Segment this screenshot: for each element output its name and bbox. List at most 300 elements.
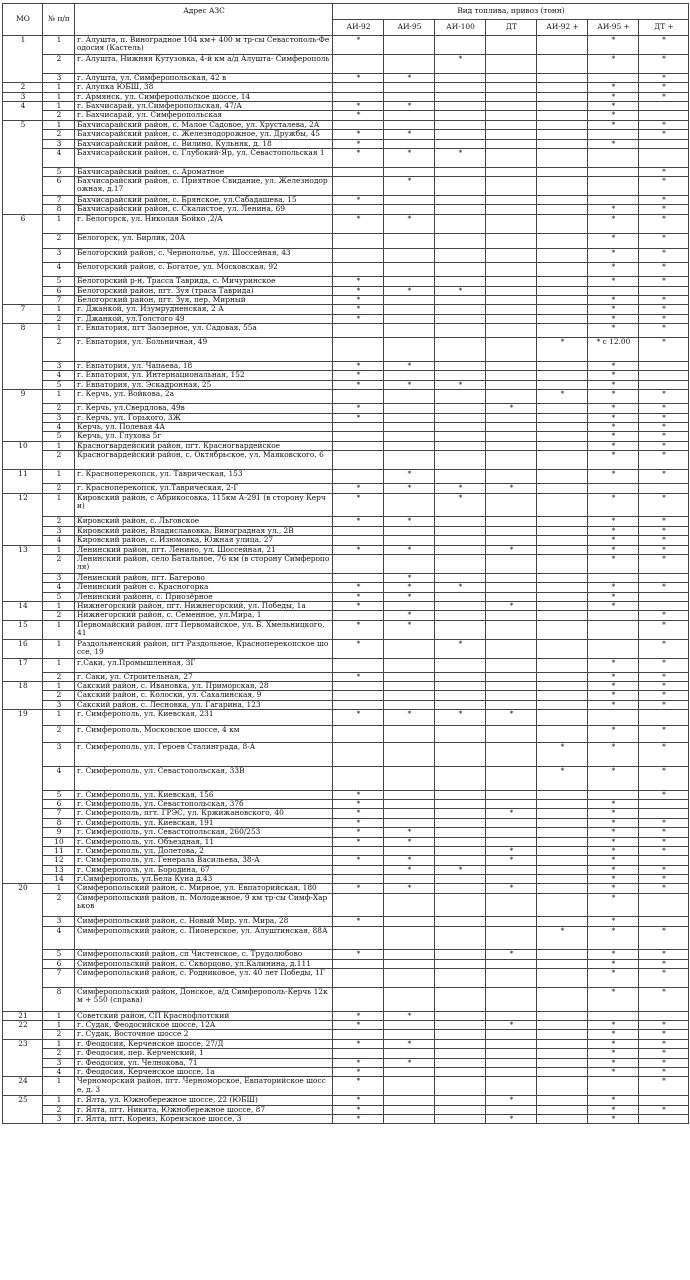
fuel-mark-1 [384, 726, 435, 743]
fuel-mark-6: * [639, 611, 689, 620]
fuel-mark-6: * [639, 884, 689, 893]
fuel-mark-0: * [333, 583, 384, 592]
fuel-mark-1 [384, 120, 435, 129]
fuel-mark-1 [384, 324, 435, 338]
fuel-mark-1 [384, 196, 435, 205]
fuel-mark-5 [588, 286, 639, 295]
fuel-mark-6: * [639, 691, 689, 700]
fuel-mark-3: * [486, 846, 537, 855]
station-address: г. Евпатория, ул. Больничная, 49 [75, 338, 333, 362]
fuel-mark-2 [435, 573, 486, 582]
fuel-mark-6: * [639, 432, 689, 441]
fuel-mark-2 [435, 390, 486, 404]
station-address: Белогорский район, с. Богатое, ул. Московская, 92 [75, 263, 333, 277]
fuel-mark-0 [333, 700, 384, 709]
station-address: Бахчисарайский район, с. Скалистое, ул. Ленина, 69 [75, 205, 333, 214]
station-address: г. Керчь, ул. Войкова, 2а [75, 390, 333, 404]
fuel-mark-5: * [588, 959, 639, 968]
fuel-mark-5: * [588, 1058, 639, 1067]
row-number: 2 [43, 517, 75, 526]
fuel-mark-3 [486, 493, 537, 517]
row-number: 1 [43, 1011, 75, 1020]
fuel-mark-3 [486, 1011, 537, 1020]
table-row [3, 484, 689, 493]
fuel-mark-6 [639, 148, 689, 167]
fuel-mark-2 [435, 846, 486, 855]
fuel-mark-0 [333, 611, 384, 620]
row-number: 4 [43, 583, 75, 592]
fuel-mark-5: * [588, 601, 639, 610]
mo-cell: 12 [3, 493, 43, 545]
fuel-mark-1 [384, 139, 435, 148]
fuel-mark-0: * [333, 639, 384, 658]
fuel-mark-3: * [486, 1096, 537, 1105]
fuel-mark-3 [486, 371, 537, 380]
fuel-mark-5: * [588, 83, 639, 92]
fuel-mark-0: * [333, 139, 384, 148]
fuel-mark-2 [435, 691, 486, 700]
fuel-mark-3 [486, 828, 537, 837]
station-address: Симферопольский район, с. Мирное, ул. Евпаторийская, 180 [75, 884, 333, 893]
table-row [3, 545, 689, 554]
fuel-mark-0: * [333, 404, 384, 413]
row-number: 1 [43, 1096, 75, 1105]
station-address: Сакский район, с. Ивановка, ул. Приморская, 28 [75, 682, 333, 691]
fuel-mark-2 [435, 139, 486, 148]
fuel-mark-2 [435, 470, 486, 484]
row-number: 2 [43, 672, 75, 681]
fuel-mark-5: * [588, 682, 639, 691]
fuel-mark-5 [588, 1011, 639, 1020]
fuel-mark-2 [435, 441, 486, 450]
fuel-mark-0 [333, 324, 384, 338]
fuel-mark-1 [384, 1115, 435, 1124]
table-row [3, 846, 689, 855]
fuel-mark-3 [486, 205, 537, 214]
fuel-mark-3 [486, 672, 537, 681]
row-number: 2 [43, 893, 75, 917]
fuel-mark-6: * [639, 959, 689, 968]
fuel-mark-6: * [639, 818, 689, 827]
fuel-mark-3: * [486, 404, 537, 413]
mo-cell: 2 [3, 83, 43, 92]
fuel-mark-0 [333, 423, 384, 432]
fuel-mark-2 [435, 988, 486, 1012]
fuel-mark-2 [435, 196, 486, 205]
fuel-mark-1 [384, 682, 435, 691]
fuel-mark-5 [588, 73, 639, 82]
fuel-mark-2 [435, 1058, 486, 1067]
fuel-mark-1 [384, 92, 435, 101]
table-row [3, 766, 689, 790]
table-row [3, 691, 689, 700]
fuel-mark-1: * [384, 583, 435, 592]
fuel-mark-1 [384, 809, 435, 818]
fuel-mark-3: * [486, 710, 537, 726]
fuel-mark-6: * [639, 1068, 689, 1077]
fuel-mark-5: * [588, 451, 639, 470]
mo-cell: 25 [3, 1096, 43, 1124]
fuel-mark-2 [435, 177, 486, 196]
fuel-mark-3 [486, 441, 537, 450]
fuel-mark-6 [639, 1096, 689, 1105]
fuel-mark-6: * [639, 865, 689, 874]
fuel-mark-2 [435, 263, 486, 277]
fuel-mark-1 [384, 658, 435, 672]
row-number: 3 [43, 1115, 75, 1124]
fuel-mark-2 [435, 620, 486, 639]
fuel-mark-4 [537, 111, 588, 120]
fuel-mark-5: * [588, 554, 639, 573]
station-address: Бахчисарайский район, с. Железнодорожное, ул. Дружбы, 45 [75, 130, 333, 139]
fuel-mark-6: * [639, 451, 689, 470]
header-num: № п/п [43, 4, 75, 36]
fuel-mark-6: * [639, 1105, 689, 1114]
fuel-mark-0 [333, 875, 384, 884]
fuel-mark-4: * [537, 338, 588, 362]
fuel-mark-4 [537, 484, 588, 493]
table-row [3, 959, 689, 968]
table-row [3, 120, 689, 129]
fuel-mark-1: * [384, 470, 435, 484]
fuel-mark-0: * [333, 1068, 384, 1077]
fuel-mark-0: * [333, 884, 384, 893]
fuel-mark-5: * [588, 726, 639, 743]
fuel-mark-4 [537, 658, 588, 672]
fuel-mark-3 [486, 120, 537, 129]
fuel-mark-1 [384, 263, 435, 277]
fuel-mark-0 [333, 682, 384, 691]
table-row [3, 726, 689, 743]
fuel-mark-4 [537, 233, 588, 248]
fuel-mark-3 [486, 101, 537, 110]
fuel-mark-0 [333, 554, 384, 573]
fuel-mark-5: * [588, 404, 639, 413]
fuel-mark-3 [486, 799, 537, 808]
fuel-mark-6 [639, 809, 689, 818]
fuel-mark-6: * [639, 214, 689, 233]
row-number: 3 [43, 573, 75, 582]
station-address: г. Ялта, ул. Южнобережное шоссе, 22 (ЮБШ) [75, 1096, 333, 1105]
fuel-mark-1 [384, 743, 435, 767]
fuel-mark-6 [639, 893, 689, 917]
fuel-mark-3 [486, 73, 537, 82]
fuel-mark-6: * [639, 1039, 689, 1048]
fuel-mark-2 [435, 743, 486, 767]
row-number: 4 [43, 926, 75, 950]
fuel-mark-5: * [588, 248, 639, 262]
fuel-mark-0: * [333, 1011, 384, 1020]
fuel-mark-5: * [588, 432, 639, 441]
mo-cell: 24 [3, 1077, 43, 1096]
fuel-mark-4 [537, 248, 588, 262]
fuel-mark-0 [333, 743, 384, 767]
fuel-mark-1 [384, 846, 435, 855]
fuel-mark-5: * [588, 324, 639, 338]
fuel-mark-1 [384, 672, 435, 681]
fuel-mark-0: * [333, 1105, 384, 1114]
fuel-mark-3: * [486, 484, 537, 493]
fuel-mark-3 [486, 865, 537, 874]
fuel-mark-3 [486, 766, 537, 790]
fuel-mark-3 [486, 611, 537, 620]
row-number: 14 [43, 875, 75, 884]
fuel-mark-1 [384, 305, 435, 314]
fuel-mark-5: * [588, 214, 639, 233]
station-address: г. Феодосия, Керченское шоссе, 1а [75, 1068, 333, 1077]
row-number: 3 [43, 743, 75, 767]
fuel-mark-2 [435, 233, 486, 248]
fuel-mark-0: * [333, 484, 384, 493]
fuel-mark-3 [486, 248, 537, 262]
row-number: 3 [43, 361, 75, 370]
fuel-mark-6: * [639, 545, 689, 554]
station-address: г. Керчь, ул. Горького, 3Ж [75, 413, 333, 422]
fuel-mark-6 [639, 601, 689, 610]
fuel-mark-6: * [639, 726, 689, 743]
fuel-mark-3 [486, 148, 537, 167]
station-address: Симферопольский район, Донское, а/д Симферополь-Керчь 12км + 550 (справа) [75, 988, 333, 1012]
fuel-mark-4 [537, 639, 588, 658]
station-address: Ленинский район с. Красногорка [75, 583, 333, 592]
table-row [3, 583, 689, 592]
fuel-mark-5: * [588, 517, 639, 526]
station-address: г. Симферополь, ул. Киевская, 231 [75, 710, 333, 726]
fuel-mark-5 [588, 167, 639, 176]
fuel-mark-3 [486, 390, 537, 404]
fuel-mark-4 [537, 205, 588, 214]
table-row [3, 390, 689, 404]
row-number: 9 [43, 828, 75, 837]
table-row [3, 620, 689, 639]
fuel-mark-2 [435, 517, 486, 526]
fuel-mark-4 [537, 988, 588, 1012]
fuel-mark-3 [486, 361, 537, 370]
row-number: 2 [43, 1105, 75, 1114]
header-fuel-1: АИ-95 [384, 20, 435, 36]
fuel-mark-6: * [639, 658, 689, 672]
station-address: г. Евпатория, пгт Заозерное, ул. Садовая, 55а [75, 324, 333, 338]
fuel-mark-2 [435, 361, 486, 370]
station-address: г.Саки, ул.Промышленная, 3Г [75, 658, 333, 672]
fuel-mark-2 [435, 926, 486, 950]
fuel-mark-2 [435, 338, 486, 362]
fuel-mark-5: * [588, 536, 639, 545]
fuel-mark-6 [639, 592, 689, 601]
fuel-mark-5: * [588, 54, 639, 73]
table-row [3, 601, 689, 610]
station-address: г. Бахчисарай, ул.Симферопольская, 47/А [75, 101, 333, 110]
fuel-mark-6 [639, 111, 689, 120]
fuel-mark-1 [384, 988, 435, 1012]
station-address: Симферопольский район, с. Новый Мир, ул. Мира, 28 [75, 917, 333, 926]
fuel-mark-0: * [333, 361, 384, 370]
station-address: Ленинский районн, с. Приозёрное [75, 592, 333, 601]
fuel-mark-0: * [333, 828, 384, 837]
fuel-mark-4 [537, 884, 588, 893]
fuel-mark-0: * [333, 413, 384, 422]
fuel-mark-2 [435, 130, 486, 139]
row-number: 1 [43, 620, 75, 639]
fuel-mark-6: * [639, 1058, 689, 1067]
fuel-mark-1: * [384, 177, 435, 196]
station-address: Сакский район, с. Лесновка, ул. Гагарина, 123 [75, 700, 333, 709]
fuel-mark-0: * [333, 545, 384, 554]
fuel-mark-1: * [384, 148, 435, 167]
fuel-mark-1 [384, 432, 435, 441]
fuel-mark-4 [537, 1021, 588, 1030]
fuel-mark-3 [486, 526, 537, 535]
row-number: 2 [43, 611, 75, 620]
fuel-mark-0: * [333, 380, 384, 389]
mo-cell: 16 [3, 639, 43, 658]
fuel-mark-2: * [435, 493, 486, 517]
fuel-mark-4 [537, 917, 588, 926]
fuel-mark-4 [537, 441, 588, 450]
fuel-mark-0: * [333, 36, 384, 55]
fuel-mark-5: * [588, 700, 639, 709]
fuel-mark-5: * [588, 233, 639, 248]
fuel-mark-2 [435, 1011, 486, 1020]
fuel-mark-2 [435, 828, 486, 837]
station-address: г. Симферополь, ул. Героев Сталинграда, 8-А [75, 743, 333, 767]
station-address: Белогорский район, пгт. Зуя, пер. Мирный [75, 296, 333, 305]
fuel-mark-3 [486, 286, 537, 295]
station-address: Симферопольский район, с. Родниковое, ул. 40 лет Победы, 1Г [75, 969, 333, 988]
fuel-mark-4 [537, 148, 588, 167]
fuel-mark-1 [384, 451, 435, 470]
table-row [3, 875, 689, 884]
fuel-mark-3 [486, 92, 537, 101]
table-row [3, 305, 689, 314]
row-number: 1 [43, 214, 75, 233]
fuel-mark-1 [384, 413, 435, 422]
table-row [3, 167, 689, 176]
fuel-mark-4 [537, 1039, 588, 1048]
fuel-mark-1: * [384, 884, 435, 893]
row-number: 7 [43, 809, 75, 818]
fuel-mark-3: * [486, 601, 537, 610]
table-row [3, 441, 689, 450]
fuel-mark-6: * [639, 423, 689, 432]
fuel-mark-1 [384, 111, 435, 120]
fuel-mark-1: * [384, 361, 435, 370]
fuel-mark-0: * [333, 130, 384, 139]
row-number: 3 [43, 700, 75, 709]
mo-cell: 20 [3, 884, 43, 1011]
table-row [3, 1068, 689, 1077]
fuel-mark-0 [333, 988, 384, 1012]
fuel-mark-1 [384, 1049, 435, 1058]
fuel-mark-6: * [639, 926, 689, 950]
fuel-mark-2 [435, 296, 486, 305]
fuel-mark-2: * [435, 639, 486, 658]
table-row [3, 554, 689, 573]
fuel-mark-1: * [384, 380, 435, 389]
row-number: 3 [43, 526, 75, 535]
row-number: 1 [43, 36, 75, 55]
fuel-mark-5: * [588, 884, 639, 893]
fuel-mark-6: * [639, 130, 689, 139]
row-number: 4 [43, 263, 75, 277]
fuel-mark-1 [384, 167, 435, 176]
fuel-mark-2 [435, 1021, 486, 1030]
fuel-mark-1 [384, 893, 435, 917]
fuel-mark-3 [486, 592, 537, 601]
station-address: г. Симферополь, ул. Объездная, 11 [75, 837, 333, 846]
station-address: г. Симферополь, ул. Киевская, 191 [75, 818, 333, 827]
fuel-mark-5 [588, 710, 639, 726]
row-number: 2 [43, 484, 75, 493]
fuel-mark-3 [486, 413, 537, 422]
fuel-mark-6: * [639, 526, 689, 535]
mo-cell: 23 [3, 1039, 43, 1077]
header-fuel-2: АИ-100 [435, 20, 486, 36]
row-number: 1 [43, 441, 75, 450]
station-address: Бахчисарайский район, с. Глубокий-Яр, ул. Севастопольская 1 [75, 148, 333, 167]
fuel-mark-4 [537, 1011, 588, 1020]
row-number: 8 [43, 818, 75, 827]
fuel-mark-4 [537, 620, 588, 639]
fuel-mark-0: * [333, 1077, 384, 1096]
fuel-mark-4 [537, 583, 588, 592]
header-fuel-6: ДТ + [639, 20, 689, 36]
row-number: 1 [43, 305, 75, 314]
fuel-mark-4 [537, 413, 588, 422]
fuel-mark-2 [435, 917, 486, 926]
fuel-mark-2 [435, 83, 486, 92]
fuel-mark-1: * [384, 865, 435, 874]
table-row [3, 36, 689, 55]
fuel-mark-6 [639, 1011, 689, 1020]
fuel-mark-3 [486, 451, 537, 470]
table-row [3, 338, 689, 362]
fuel-mark-3 [486, 83, 537, 92]
fuel-mark-2 [435, 700, 486, 709]
fuel-mark-1: * [384, 130, 435, 139]
fuel-mark-6: * [639, 1030, 689, 1039]
fuel-mark-6: * [639, 305, 689, 314]
fuel-mark-2 [435, 423, 486, 432]
fuel-mark-5 [588, 573, 639, 582]
table-row [3, 988, 689, 1012]
fuel-mark-3 [486, 639, 537, 658]
fuel-mark-6: * [639, 83, 689, 92]
fuel-mark-1: * [384, 620, 435, 639]
fuel-mark-6: * [639, 1049, 689, 1058]
row-number: 3 [43, 139, 75, 148]
row-number: 1 [43, 545, 75, 554]
fuel-mark-6 [639, 286, 689, 295]
table-row [3, 1115, 689, 1124]
fuel-mark-3 [486, 620, 537, 639]
row-number: 6 [43, 286, 75, 295]
fuel-mark-6: * [639, 233, 689, 248]
fuel-mark-3: * [486, 950, 537, 959]
fuel-mark-5: * [588, 658, 639, 672]
fuel-mark-0 [333, 54, 384, 73]
fuel-mark-5: * [588, 296, 639, 305]
fuel-mark-3 [486, 917, 537, 926]
fuel-mark-3 [486, 1030, 537, 1039]
station-address: г. Алушта, Нижняя Кутузовка, 4-й км а/д Алушта- Симферополь [75, 54, 333, 73]
station-address: г. Симферополь, ул. Севастопольская, 33В [75, 766, 333, 790]
fuel-mark-4 [537, 167, 588, 176]
fuel-mark-2 [435, 536, 486, 545]
fuel-mark-4 [537, 130, 588, 139]
fuel-mark-3 [486, 196, 537, 205]
fuel-mark-1: * [384, 1039, 435, 1048]
